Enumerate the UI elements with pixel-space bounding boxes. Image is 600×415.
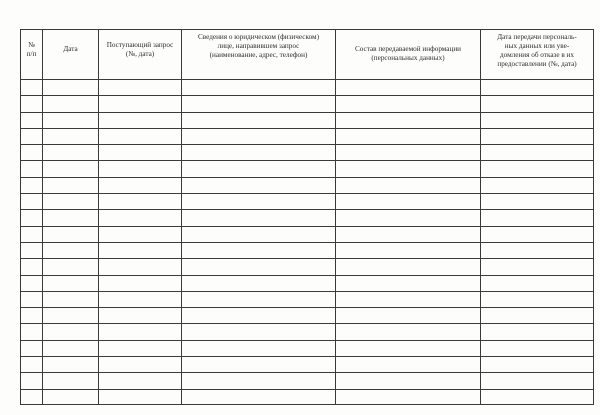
- header-number: [21, 30, 43, 80]
- table-cell: [43, 210, 99, 226]
- table-row: [21, 226, 594, 242]
- header-line: №: [28, 41, 35, 49]
- table-cell: [336, 210, 481, 226]
- table-cell: [43, 291, 99, 307]
- table-cell: [43, 357, 99, 373]
- table-cell: [21, 389, 43, 404]
- table-cell: [21, 210, 43, 226]
- table-cell: [43, 324, 99, 340]
- table-cell: [43, 373, 99, 389]
- table-row: [21, 128, 594, 144]
- table-cell: [336, 161, 481, 177]
- header-line: Сведения о юридическом (физическом): [198, 33, 319, 41]
- table-cell: [481, 145, 594, 161]
- table-row: [21, 373, 594, 389]
- header-line: ных данных или уве-: [504, 42, 570, 50]
- header-line: (наименование, адрес, телефон): [209, 51, 308, 59]
- table-cell: [99, 210, 182, 226]
- table-row: [21, 112, 594, 128]
- header-incoming-request: [99, 30, 182, 80]
- table-cell: [481, 259, 594, 275]
- table-cell: [336, 373, 481, 389]
- table-row: [21, 145, 594, 161]
- table-cell: [99, 291, 182, 307]
- table-cell: [336, 112, 481, 128]
- table-cell: [99, 324, 182, 340]
- table-cell: [182, 226, 336, 242]
- table-cell: [99, 275, 182, 291]
- table-cell: [182, 340, 336, 356]
- table-cell: [21, 96, 43, 112]
- table-cell: [21, 194, 43, 210]
- table-cell: [182, 291, 336, 307]
- table-cell: [336, 226, 481, 242]
- header-transfer-date: [481, 30, 594, 80]
- header-row: [21, 30, 594, 80]
- table-cell: [99, 161, 182, 177]
- table-row: [21, 389, 594, 404]
- table-cell: [43, 112, 99, 128]
- table-cell: [336, 308, 481, 324]
- table-cell: [182, 80, 336, 96]
- table-cell: [336, 194, 481, 210]
- table-cell: [99, 242, 182, 258]
- table-cell: [21, 340, 43, 356]
- header-line: лице, направившем запрос: [217, 42, 300, 50]
- table-cell: [43, 80, 99, 96]
- table-cell: [43, 177, 99, 193]
- table-cell: [481, 210, 594, 226]
- table-cell: [182, 275, 336, 291]
- table-cell: [43, 340, 99, 356]
- header-line: п/п: [26, 50, 37, 58]
- table-cell: [43, 308, 99, 324]
- table-cell: [481, 242, 594, 258]
- table-cell: [182, 177, 336, 193]
- table-cell: [21, 80, 43, 96]
- header-line: предоставлении (№, дата): [497, 60, 577, 68]
- table-cell: [336, 324, 481, 340]
- table-cell: [21, 177, 43, 193]
- table-cell: [182, 357, 336, 373]
- header-line: Поступающий запрос: [106, 41, 174, 49]
- table-cell: [336, 96, 481, 112]
- table-cell: [481, 389, 594, 404]
- table-cell: [481, 357, 594, 373]
- table-cell: [99, 340, 182, 356]
- table-row: [21, 308, 594, 324]
- table-cell: [336, 389, 481, 404]
- table-row: [21, 161, 594, 177]
- table-cell: [336, 128, 481, 144]
- table-cell: [336, 177, 481, 193]
- table-row: [21, 275, 594, 291]
- table-cell: [21, 324, 43, 340]
- table-cell: [43, 259, 99, 275]
- header-line: Состав передаваемой информации: [354, 45, 462, 53]
- table-cell: [481, 324, 594, 340]
- table-cell: [336, 291, 481, 307]
- table-cell: [481, 96, 594, 112]
- table-cell: [182, 373, 336, 389]
- table-cell: [99, 226, 182, 242]
- table-cell: [21, 242, 43, 258]
- header-requester-info: [182, 30, 336, 80]
- table-row: [21, 259, 594, 275]
- table-cell: [182, 308, 336, 324]
- table-cell: [99, 373, 182, 389]
- table-cell: [43, 226, 99, 242]
- header-line: Дата: [63, 45, 78, 53]
- table-cell: [336, 275, 481, 291]
- table-row: [21, 194, 594, 210]
- table-cell: [481, 128, 594, 144]
- table-cell: [43, 161, 99, 177]
- table-cell: [182, 210, 336, 226]
- header-line: (персональных данных): [371, 54, 445, 62]
- table-cell: [182, 112, 336, 128]
- table-cell: [336, 357, 481, 373]
- table-cell: [21, 373, 43, 389]
- table-cell: [336, 340, 481, 356]
- table-cell: [21, 275, 43, 291]
- table-cell: [99, 194, 182, 210]
- table-cell: [21, 308, 43, 324]
- header-date: [43, 30, 99, 80]
- table-cell: [182, 96, 336, 112]
- table-cell: [182, 128, 336, 144]
- table-row: [21, 340, 594, 356]
- table-cell: [99, 357, 182, 373]
- table-cell: [182, 145, 336, 161]
- table-cell: [21, 226, 43, 242]
- header-line: Дата передачи персональ-: [497, 33, 577, 41]
- table-cell: [21, 128, 43, 144]
- table-cell: [481, 80, 594, 96]
- table-row: [21, 291, 594, 307]
- table-row: [21, 177, 594, 193]
- header-line: (№, дата): [125, 50, 155, 58]
- table-cell: [21, 259, 43, 275]
- table-row: [21, 357, 594, 373]
- table-cell: [481, 226, 594, 242]
- table-cell: [336, 259, 481, 275]
- journal-table: [20, 29, 594, 405]
- table-cell: [481, 112, 594, 128]
- table-row: [21, 324, 594, 340]
- table-cell: [43, 96, 99, 112]
- table-cell: [182, 324, 336, 340]
- table-cell: [481, 177, 594, 193]
- table-cell: [336, 80, 481, 96]
- table-cell: [99, 145, 182, 161]
- table-cell: [182, 194, 336, 210]
- table-cell: [21, 112, 43, 128]
- table-cell: [99, 389, 182, 404]
- table-cell: [21, 357, 43, 373]
- table-cell: [481, 161, 594, 177]
- header-line: домления об отказе в их: [500, 51, 574, 59]
- table-cell: [182, 259, 336, 275]
- table-cell: [43, 242, 99, 258]
- table-cell: [43, 128, 99, 144]
- table-row: [21, 242, 594, 258]
- table-cell: [481, 340, 594, 356]
- table-cell: [481, 373, 594, 389]
- table-cell: [21, 161, 43, 177]
- table-row: [21, 80, 594, 96]
- table-cell: [182, 242, 336, 258]
- table-cell: [99, 112, 182, 128]
- table-header: [21, 30, 594, 80]
- table-cell: [99, 259, 182, 275]
- table-cell: [43, 145, 99, 161]
- header-transferred-info: [336, 30, 481, 80]
- table-cell: [21, 145, 43, 161]
- table-row: [21, 210, 594, 226]
- table-cell: [99, 96, 182, 112]
- table-body: [21, 80, 594, 405]
- table-cell: [99, 177, 182, 193]
- table-cell: [481, 308, 594, 324]
- table-cell: [43, 275, 99, 291]
- table-cell: [43, 194, 99, 210]
- table-cell: [481, 194, 594, 210]
- table-cell: [99, 80, 182, 96]
- table-cell: [99, 308, 182, 324]
- table-cell: [99, 128, 182, 144]
- table-cell: [481, 291, 594, 307]
- table-row: [21, 96, 594, 112]
- table-cell: [182, 389, 336, 404]
- table-cell: [336, 242, 481, 258]
- table-cell: [336, 145, 481, 161]
- table-cell: [481, 275, 594, 291]
- table-cell: [21, 291, 43, 307]
- table-cell: [43, 389, 99, 404]
- table-cell: [182, 161, 336, 177]
